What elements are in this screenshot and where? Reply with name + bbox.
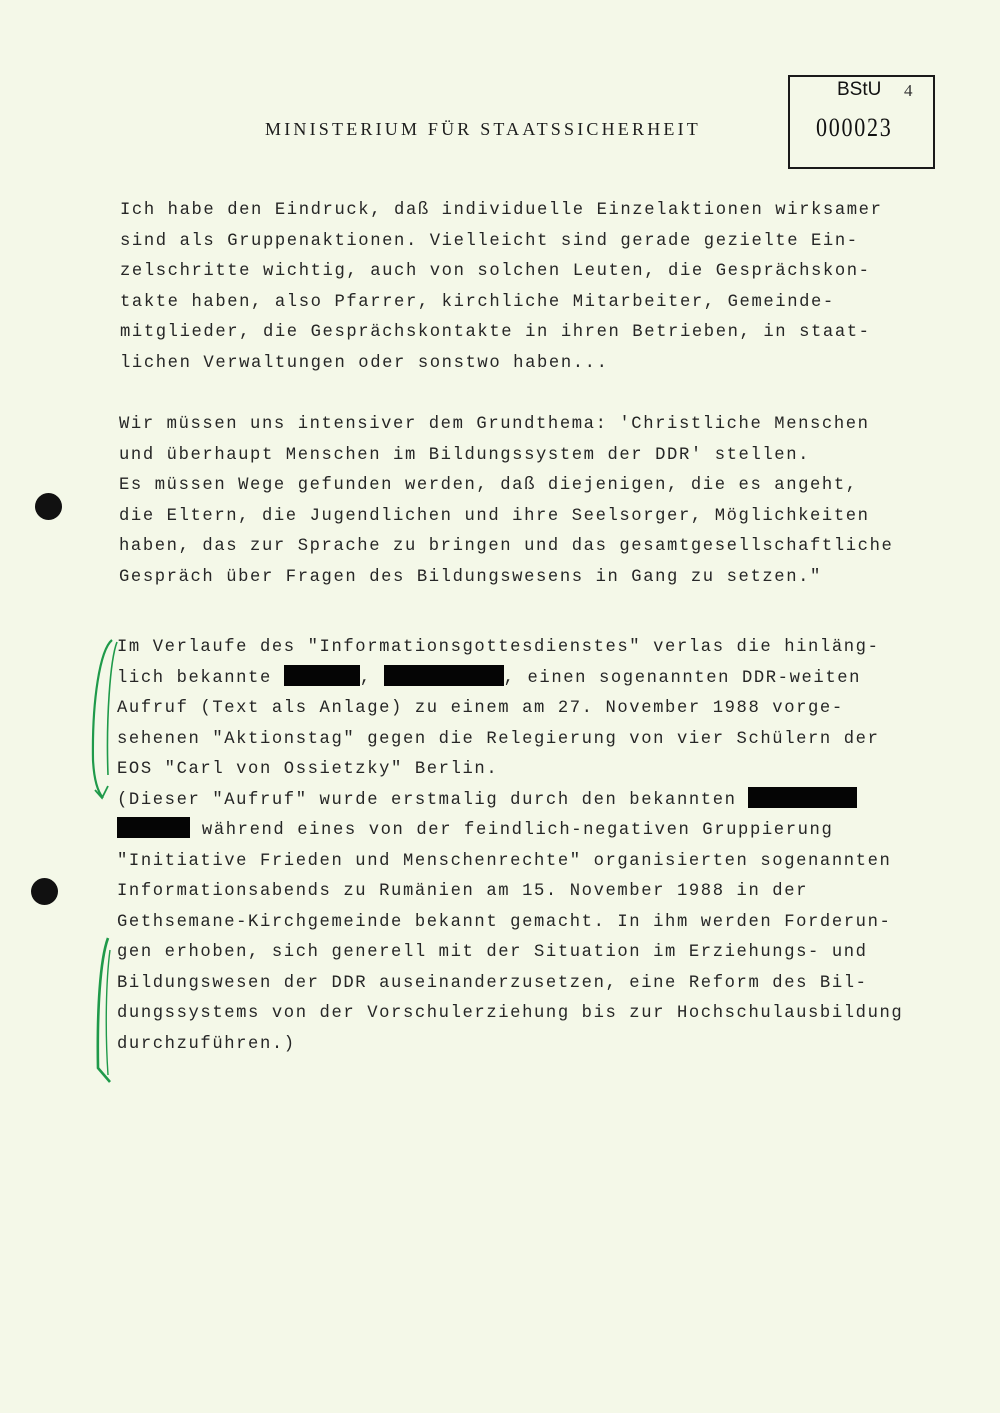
line-text: während eines von der feindlich-negativen Gruppierung	[190, 821, 834, 840]
line-text: zelschritte wichtig, auch von solchen Leuten, die Gesprächskon-	[120, 262, 871, 281]
line-text: EOS "Carl von Ossietzky" Berlin.	[117, 760, 499, 779]
line-text: durchzuführen.)	[117, 1034, 296, 1054]
line-text: haben, das zur Sprache zu bringen und das gesamtgesellschaftliche	[119, 537, 894, 556]
line-text: takte haben, also Pfarrer, kirchliche Mitarbeiter, Gemeinde-	[120, 292, 835, 312]
document-heading: MINISTERIUM FÜR STAATSSICHERHEIT	[265, 119, 701, 139]
line-text: (Dieser "Aufruf" wurde erstmalig durch den bekannten	[117, 790, 749, 810]
line-text: dungssystems von der Vorschulerziehung bis zur Hochschulausbildung	[117, 1004, 904, 1023]
line-text: Ich habe den Eindruck, daß individuelle Einzelaktionen wirksamer	[120, 201, 883, 220]
line-text: Wir müssen uns intensiver dem Grundthema: 'Christliche Menschen	[119, 415, 870, 434]
line-text: gen erhoben, sich generell mit der Situation im Erziehungs- und	[117, 943, 868, 962]
line-text: die Eltern, die Jugendlichen und ihre Seelsorger, Möglichkeiten	[119, 506, 870, 526]
line-text: lichen Verwaltungen oder sonstwo haben...	[120, 353, 609, 373]
margin-bracket-mark	[106, 950, 110, 1075]
line-text: Im Verlaufe des "Informationsgottesdienstes" verlas die hinläng-	[117, 638, 880, 657]
line-text: Bildungswesen der DDR auseinanderzusetzen, eine Reform des Bil-	[117, 973, 868, 993]
line-text: mitglieder, die Gesprächskontakte in ihren Betrieben, in staat-	[120, 323, 871, 342]
stamp-agency: BStU	[837, 79, 882, 100]
stamp-number: 000023	[816, 113, 893, 142]
margin-bracket-mark	[107, 642, 117, 775]
line-text: Aufruf (Text als Anlage) zu einem am 27. November 1988 vorge-	[117, 699, 844, 718]
line-text: lich bekannte	[117, 668, 284, 688]
line-text: Informationsabends zu Rumänien am 15. November 1988 in der	[117, 882, 809, 901]
line-text: Es müssen Wege gefunden werden, daß diejenigen, die es angeht,	[119, 476, 858, 495]
line-text: sehenen "Aktionstag" gegen die Relegierung von vier Schülern der	[117, 729, 880, 749]
margin-bracket-mark	[98, 938, 110, 1082]
line-text: und überhaupt Menschen im Bildungssystem der DDR' stellen.	[119, 445, 811, 465]
line-text: Gespräch über Fragen des Bildungswesens in Gang zu setzen."	[119, 567, 822, 587]
line-text: , einen sogenannten DDR-weiten	[503, 668, 862, 688]
line-text: "Initiative Frieden und Menschenrechte" organisierten sogenannten	[117, 851, 892, 871]
line-text: sind als Gruppenaktionen. Vielleicht sind gerade gezielte Ein-	[120, 231, 859, 251]
line-text: Gethsemane-Kirchgemeinde bekannt gemacht. In ihm werden Forderun-	[117, 912, 892, 932]
margin-bracket-mark	[93, 640, 112, 798]
line-text: ,	[359, 668, 384, 688]
stamp-page: 4	[904, 81, 913, 100]
